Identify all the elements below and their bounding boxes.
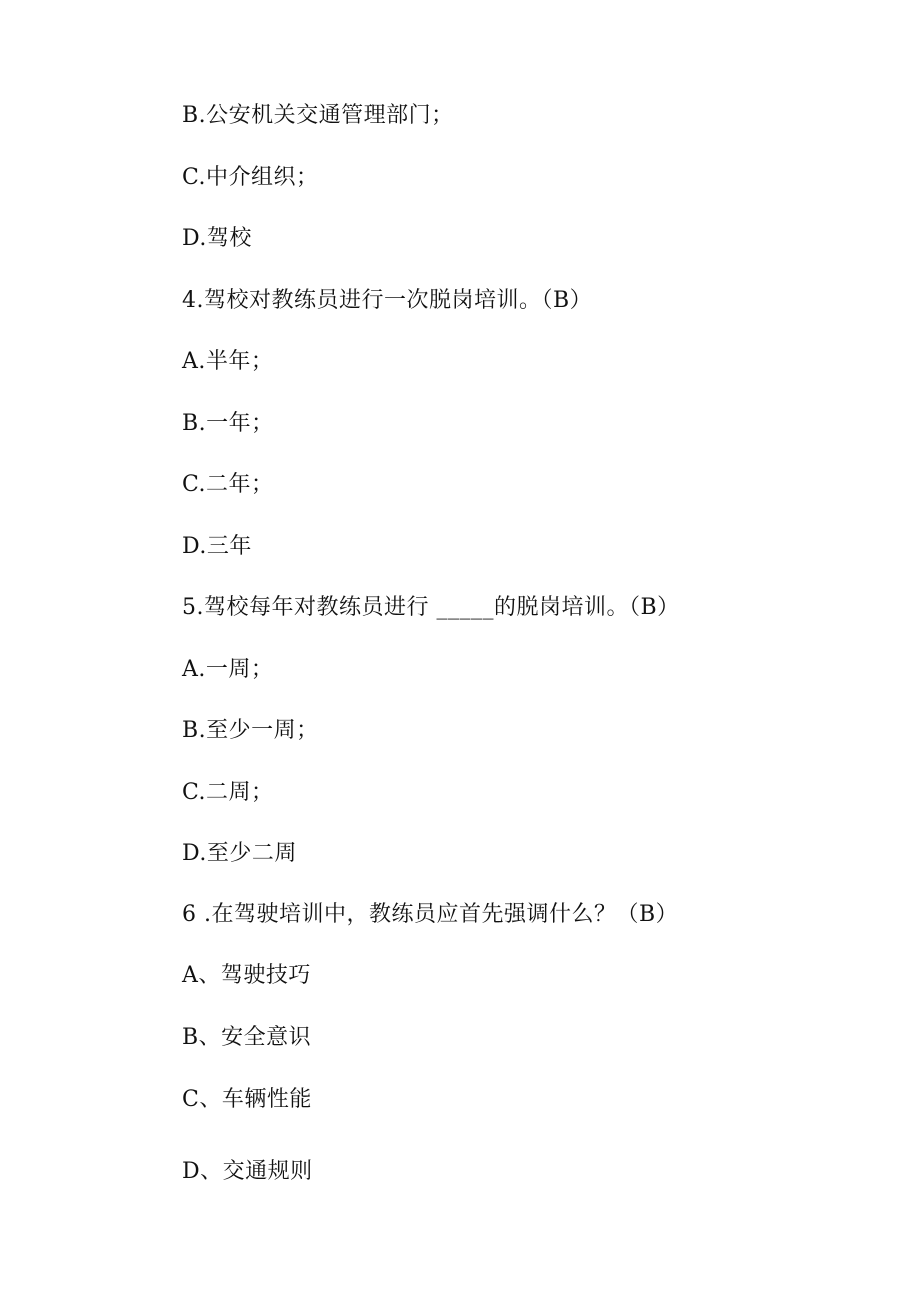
option-c-q6: C、车辆性能 bbox=[182, 1087, 312, 1112]
option-d-q5: D.至少二周 bbox=[182, 841, 297, 866]
option-b-q5: B.至少一周； bbox=[182, 718, 319, 743]
option-c-q3: C.中介组织； bbox=[182, 165, 319, 190]
option-a-q5: A.一周； bbox=[182, 657, 274, 682]
option-c-q5: C.二周； bbox=[182, 780, 274, 805]
option-d-q3: D.驾校 bbox=[182, 226, 252, 251]
option-a-q6: A、驾驶技巧 bbox=[182, 963, 311, 988]
question-5: 5.驾校每年对教练员进行 _____的脱岗培训。（B） bbox=[182, 595, 680, 620]
option-d-q4: D.三年 bbox=[182, 534, 252, 559]
option-c-q4: C.二年； bbox=[182, 472, 274, 497]
option-d-q6: D、交通规则 bbox=[182, 1159, 313, 1184]
question-6: 6 .在驾驶培训中，教练员应首先强调什么？（B） bbox=[182, 902, 679, 927]
option-a-q4: A.半年； bbox=[182, 349, 274, 374]
option-b-q3: B.公安机关交通管理部门； bbox=[182, 103, 454, 128]
option-b-q4: B.一年； bbox=[182, 411, 274, 436]
question-4: 4.驾校对教练员进行一次脱岗培训。（B） bbox=[182, 288, 593, 313]
option-b-q6: B、安全意识 bbox=[182, 1025, 312, 1050]
